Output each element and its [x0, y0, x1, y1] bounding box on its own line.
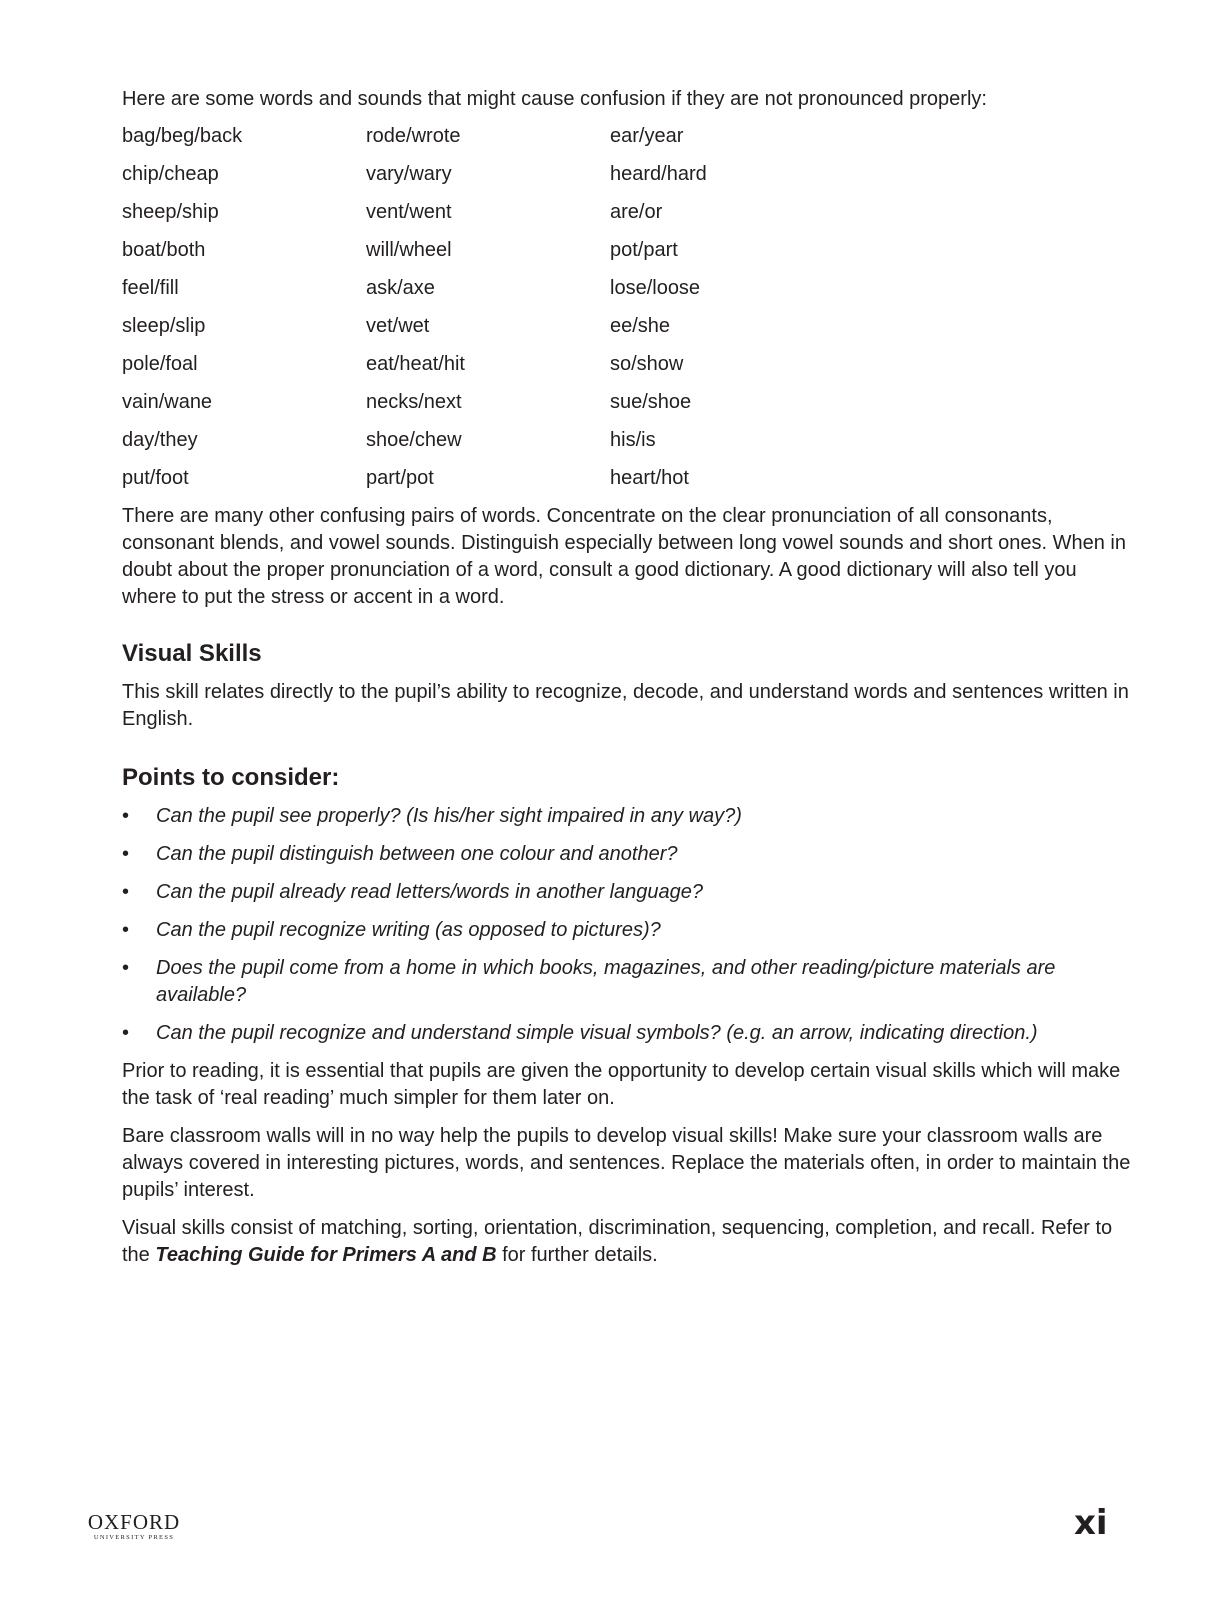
word-pair: are/or — [610, 201, 663, 223]
word-pair: day/they — [122, 429, 198, 451]
final-text-before: Visual skills consist of matching, sorting, orientation, discrimination, sequencing, completion, and recall. Refer to the — [122, 1217, 1113, 1266]
point-text: Can the pupil see properly? (Is his/her sight impaired in any way?) — [156, 805, 742, 827]
word-pair: lose/loose — [610, 277, 701, 299]
word-pair: part/pot — [366, 467, 434, 489]
page-number: xi — [1074, 1503, 1108, 1543]
word-pairs-table — [122, 123, 1132, 492]
bullet-icon: • — [122, 919, 130, 941]
list-item — [122, 879, 1132, 906]
visual-skills-list-paragraph — [122, 1215, 1132, 1269]
list-item — [122, 841, 1132, 868]
word-pair: heart/hot — [610, 467, 689, 489]
point-text: Can the pupil recognize writing (as opposed to pictures)? — [156, 919, 661, 941]
point-text: Can the pupil recognize and understand simple visual symbols? (e.g. an arrow, indicating direction.) — [156, 1022, 1038, 1044]
oxford-logo — [84, 1512, 184, 1542]
word-pair: ee/she — [610, 315, 671, 337]
points-heading: Points to consider: — [122, 764, 340, 791]
bullet-icon: • — [122, 957, 130, 979]
word-pair: so/show — [610, 353, 684, 375]
confusing-pairs-paragraph: There are many other confusing pairs of words. Concentrate on the clear pronunciation of all consonants, consonant blends, and vowel sounds. Distinguish especially between long vowel sounds and short ones. When in doubt about the proper pronunciation of a word, consult a good dictionary. A good dictionary will also tell you where to put the stress or accent in a word. — [122, 505, 1126, 608]
word-pair: chip/cheap — [122, 163, 219, 185]
list-item — [122, 1020, 1132, 1047]
bullet-icon: • — [122, 881, 130, 903]
bullet-icon: • — [122, 805, 130, 827]
visual-skills-heading: Visual Skills — [122, 640, 262, 667]
word-pair: pole/foal — [122, 353, 198, 375]
intro-text: Here are some words and sounds that might cause confusion if they are not pronounced properly: — [122, 88, 987, 110]
bullet-icon: • — [122, 1022, 130, 1044]
word-pair: bag/beg/back — [122, 125, 243, 147]
word-pair: will/wheel — [366, 239, 452, 261]
word-pair: feel/fill — [122, 277, 179, 299]
word-pair: eat/heat/hit — [366, 353, 465, 375]
word-pair: his/is — [610, 429, 656, 451]
word-pair: rode/wrote — [366, 125, 461, 147]
word-pair: sheep/ship — [122, 201, 219, 223]
word-pair: sleep/slip — [122, 315, 206, 337]
classroom-walls-paragraph: Bare classroom walls will in no way help the pupils to develop visual skills! Make sure your classroom walls are always covered in interesting pictures, words, and sentences. Replace the materials often, in order to maintain the pupils’ interest. — [122, 1125, 1131, 1201]
point-text: Can the pupil distinguish between one colour and another? — [156, 843, 678, 865]
points-list — [122, 803, 1132, 1047]
word-pair: vary/wary — [366, 163, 452, 185]
word-pair: vain/wane — [122, 391, 213, 413]
word-pair: put/foot — [122, 467, 189, 489]
word-pair: heard/hard — [610, 163, 707, 185]
word-pair: vet/wet — [366, 315, 430, 337]
word-pair: boat/both — [122, 239, 206, 261]
list-item — [122, 917, 1132, 944]
word-pair: ear/year — [610, 125, 684, 147]
word-pair: shoe/chew — [366, 429, 462, 451]
logo-oxford-text: OXFORD — [87, 1510, 181, 1534]
point-text: Does the pupil come from a home in which books, magazines, and other reading/picture materials are available? — [156, 957, 1056, 1006]
word-pair: ask/axe — [366, 277, 435, 299]
document-page — [122, 86, 1132, 1280]
point-text: Can the pupil already read letters/words in another language? — [156, 881, 704, 903]
bullet-icon: • — [122, 843, 130, 865]
final-text-after: for further details. — [496, 1244, 658, 1266]
list-item — [122, 803, 1132, 830]
logo-university-press-text: UNIVERSITY PRESS — [93, 1534, 175, 1541]
word-pair: pot/part — [610, 239, 678, 261]
list-item — [122, 955, 1132, 1009]
word-pair: vent/went — [366, 201, 452, 223]
visual-skills-paragraph: This skill relates directly to the pupil’s ability to recognize, decode, and understand words and sentences written in English. — [122, 681, 1129, 730]
word-pair: necks/next — [366, 391, 462, 413]
prior-reading-paragraph: Prior to reading, it is essential that pupils are given the opportunity to develop certain visual skills which will make the task of ‘real reading’ much simpler for them later on. — [122, 1060, 1121, 1109]
word-pair: sue/shoe — [610, 391, 692, 413]
teaching-guide-title: Teaching Guide for Primers A and B — [155, 1244, 497, 1266]
